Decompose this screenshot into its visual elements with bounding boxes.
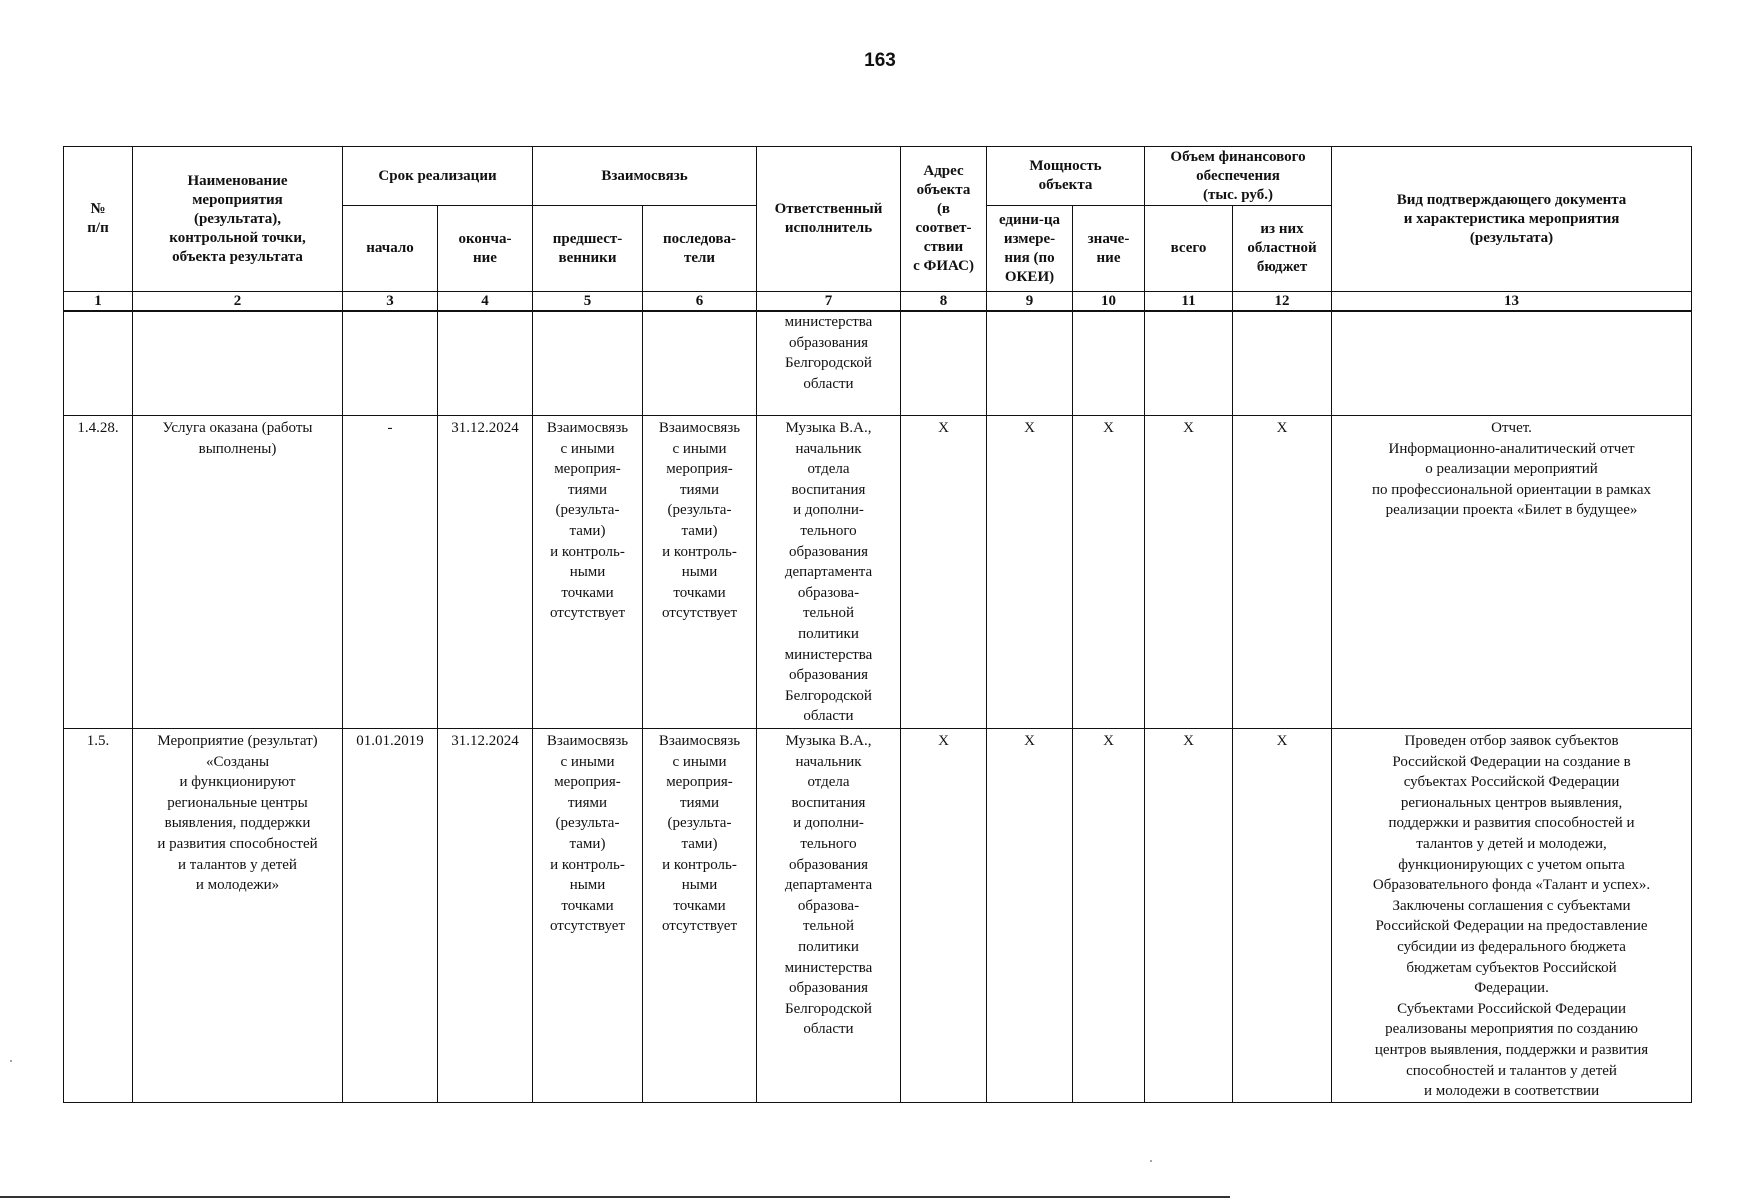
table-header-row-1	[64, 147, 1692, 206]
header-implementation-period: Срок реализации	[343, 147, 533, 206]
cell-address: X	[901, 729, 987, 1103]
cell-predecessors: Взаимосвязь с иными мероприя- тиями (результа- тами) и контроль- ными точками отсутствует	[533, 416, 643, 729]
header-number: № п/п	[64, 147, 133, 292]
page-number: 163	[864, 50, 896, 71]
header-successors: последова- тели	[643, 206, 757, 292]
cell-unit: X	[987, 416, 1073, 729]
header-total: всего	[1145, 206, 1233, 292]
cell-document	[1332, 311, 1692, 416]
cell-name	[133, 311, 343, 416]
cell-successors: Взаимосвязь с иными мероприя- тиями (результа- тами) и контроль- ными точками отсутствует	[643, 729, 757, 1103]
cell-value: X	[1073, 416, 1145, 729]
header-event-name: Наименование мероприятия (результата), контрольной точки, объекта результата	[133, 147, 343, 292]
scan-bottom-rule	[0, 1196, 1230, 1198]
column-number: 12	[1233, 292, 1332, 312]
table-row-1-5	[64, 729, 1692, 1103]
cell-name: Мероприятие (результат) «Созданы и функционируют региональные центры выявления, поддержки и развития способностей и талантов у детей и молодежи»	[133, 729, 343, 1103]
header-value: значе- ние	[1073, 206, 1145, 292]
cell-end: 31.12.2024	[438, 416, 533, 729]
header-end: оконча- ние	[438, 206, 533, 292]
column-number: 10	[1073, 292, 1145, 312]
cell-responsible: министерства образования Белгородской области	[757, 311, 901, 416]
cell-number: 1.4.28.	[64, 416, 133, 729]
header-start: начало	[343, 206, 438, 292]
cell-address: X	[901, 416, 987, 729]
cell-regional	[1233, 311, 1332, 416]
table-row-continuation	[64, 311, 1692, 416]
cell-regional: X	[1233, 416, 1332, 729]
cell-predecessors: Взаимосвязь с иными мероприя- тиями (результа- тами) и контроль- ными точками отсутствует	[533, 729, 643, 1103]
header-object-capacity: Мощность объекта	[987, 147, 1145, 206]
scan-speck	[10, 1060, 12, 1062]
cell-start: -	[343, 416, 438, 729]
column-number: 9	[987, 292, 1073, 312]
column-number: 7	[757, 292, 901, 312]
cell-total: X	[1145, 729, 1233, 1103]
cell-responsible: Музыка В.А., начальник отдела воспитания и дополни- тельного образования департамента образова- тельной политики министерства образования Белгородской области	[757, 416, 901, 729]
cell-name: Услуга оказана (работы выполнены)	[133, 416, 343, 729]
column-number-row	[64, 292, 1692, 312]
header-document-type: Вид подтверждающего документа и характеристика мероприятия (результата)	[1332, 147, 1692, 292]
column-number: 11	[1145, 292, 1233, 312]
header-responsible: Ответственный исполнитель	[757, 147, 901, 292]
cell-number: 1.5.	[64, 729, 133, 1103]
column-number: 6	[643, 292, 757, 312]
cell-document: Отчет. Информационно-аналитический отчет о реализации мероприятий по профессиональной ориентации в рамках реализации проекта «Билет в будущее»	[1332, 416, 1692, 729]
header-relationship: Взаимосвязь	[533, 147, 757, 206]
cell-regional: X	[1233, 729, 1332, 1103]
header-regional-budget: из них областной бюджет	[1233, 206, 1332, 292]
cell-value	[1073, 311, 1145, 416]
cell-total: X	[1145, 416, 1233, 729]
cell-end: 31.12.2024	[438, 729, 533, 1103]
cell-unit: X	[987, 729, 1073, 1103]
column-number: 8	[901, 292, 987, 312]
table-row-1-4-28	[64, 416, 1692, 729]
cell-end	[438, 311, 533, 416]
column-number: 1	[64, 292, 133, 312]
header-predecessors: предшест- венники	[533, 206, 643, 292]
cell-start	[343, 311, 438, 416]
scan-speck	[1150, 1160, 1152, 1162]
column-number: 4	[438, 292, 533, 312]
header-object-address: Адрес объекта (в соответ- ствии с ФИАС)	[901, 147, 987, 292]
column-number: 5	[533, 292, 643, 312]
cell-value: X	[1073, 729, 1145, 1103]
cell-start: 01.01.2019	[343, 729, 438, 1103]
column-number: 13	[1332, 292, 1692, 312]
header-unit: едини-ца измере- ния (по ОКЕИ)	[987, 206, 1073, 292]
header-financing: Объем финансового обеспечения (тыс. руб.)	[1145, 147, 1332, 206]
events-table	[63, 146, 1692, 1103]
cell-responsible: Музыка В.А., начальник отдела воспитания и дополни- тельного образования департамента образова- тельной политики министерства образования Белгородской области	[757, 729, 901, 1103]
cell-successors	[643, 311, 757, 416]
cell-unit	[987, 311, 1073, 416]
column-number: 3	[343, 292, 438, 312]
cell-number	[64, 311, 133, 416]
column-number: 2	[133, 292, 343, 312]
cell-document: Проведен отбор заявок субъектов Российской Федерации на создание в субъектах Российской Федерации региональных центров выявления, поддержки и развития способностей и талантов у детей и молодежи, функционирующих с учетом опыта Образовательного фонда «Талант и успех». Заключены соглашения с субъектами Российской Федерации на предоставление субсидии из федерального бюджета бюджетам субъектов Российской Федерации. Субъектами Российской Федерации реализованы мероприятия по созданию центров выявления, поддержки и развития способностей и талантов у детей и молодежи в соответствии	[1332, 729, 1692, 1103]
cell-predecessors	[533, 311, 643, 416]
cell-address	[901, 311, 987, 416]
cell-successors: Взаимосвязь с иными мероприя- тиями (результа- тами) и контроль- ными точками отсутствует	[643, 416, 757, 729]
cell-total	[1145, 311, 1233, 416]
